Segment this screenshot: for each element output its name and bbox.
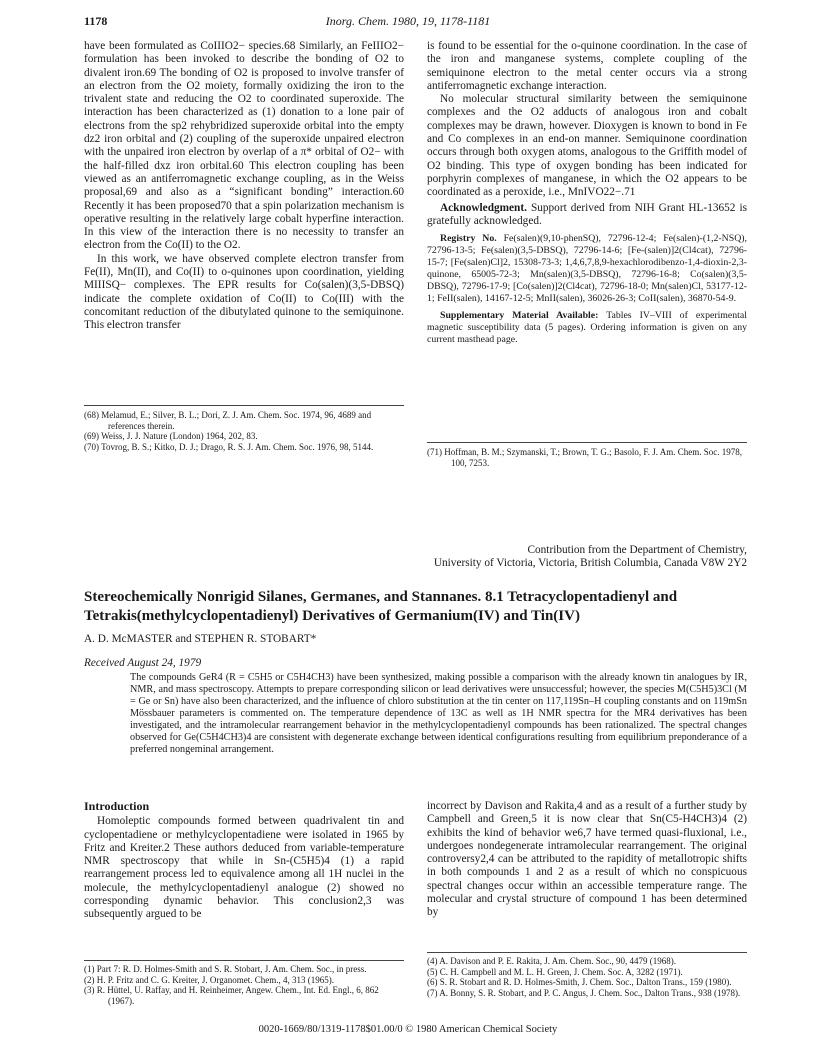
- footnote: (70) Tovrog, B. S.; Kitko, D. J.; Drago, R. S. J. Am. Chem. Soc. 1976, 98, 5144.: [84, 442, 374, 453]
- paragraph: is found to be essential for the o-quinone coordination. In the case of the iron and manganese systems, complete coupling of the semiquinone electron to the metal center occurs via a strong antiferromagnetic exchange interaction.: [427, 40, 747, 92]
- registry-numbers: [427, 233, 747, 305]
- footnote: (6) S. R. Stobart and R. D. Holmes-Smith, J. Chem. Soc., Dalton Trans., 159 (1980).: [427, 977, 732, 988]
- footnote: (5) C. H. Campbell and M. L. H. Green, J. Chem. Soc. A, 3282 (1971).: [427, 966, 683, 977]
- footnote-rule: [84, 405, 404, 406]
- footnote: (69) Weiss, J. J. Nature (London) 1964, 202, 83.: [84, 431, 258, 442]
- footnote: (4) A. Davison and P. E. Rakita, J. Am. Chem. Soc., 90, 4479 (1968).: [427, 956, 676, 966]
- received-date: Received August 24, 1979: [84, 657, 202, 669]
- footnotes-bottom-left: [84, 964, 404, 1007]
- footnote-rule: [427, 952, 747, 953]
- footnote: (2) H. P. Fritz and C. G. Kreiter, J. Organomet. Chem., 4, 313 (1965).: [84, 974, 334, 985]
- supplementary-text: Tables IV–VIII of experimental magnetic susceptibility data (5 pages). Ordering information is given on any current masthead page.: [427, 310, 747, 346]
- registry-text: Fe(salen)(9,10-phenSQ), 72796-12-4; Fe(salen)-(1,2-NSQ), 72796-13-5; Fe(salen)(3,5-DBSQ), 72796-14-6; [Fe-(salen)]2(Cl4cat), 72796-15-7; [Fe(salen)Cl]2, 15308-73-3; 1,4,6,7,8,9-hexachlorodibenzo-1,4-dioxin-2,3-quinone, 65005-72-3; Mn(salen)(3,5-DBSQ), 72796-16-8; Co(salen)(3,5-DBSQ), 72796-17-9; [Co(salen)]2(Cl4cat), 72796-18-0; Mn(salen)Cl, 53177-12-1; FeII(salen), 14167-12-5; MnII(salen), 36026-26-3; CoII(salen), 36870-54-9.: [427, 233, 747, 305]
- contribution-line: Contribution from the Department of Chemistry,: [527, 544, 747, 556]
- supplementary-material: [427, 310, 747, 346]
- footnote: (68) Melamud, E.; Silver, B. L.; Dori, Z. J. Am. Chem. Soc. 1974, 96, 4689 and references therein.: [84, 410, 372, 431]
- paragraph: No molecular structural similarity between the semiquinone complexes and the O2 adducts of analogous iron and cobalt complexes may be drawn, however. Dioxygen is known to bond in Fe and Co complexes in an end-on manner. Semiquinone coordination occurs through both oxygen atoms, analogous to the Griffith model of O2 binding. This type of oxygen bonding has been indicated for porphyrin complexes of manganese, in which the O2 appears to be coordinated as a peroxide, i.e., MnIVO22−.71: [427, 93, 747, 199]
- footnote: (3) R. Hüttel, U. Raffay, and H. Reinheimer, Angew. Chem., Int. Ed. Engl., 6, 862 (1967).: [84, 985, 379, 1007]
- footnotes-bottom-right: [427, 956, 747, 999]
- paragraph: Homoleptic compounds formed between quadrivalent tin and cyclopentadiene or methylcyclopentadiene were isolated in 1965 by Fritz and Kreiter.2 These authors deduced from variable-temperature NMR spectroscopy that while in Sn-(C5H5)4 (1) a rapid rearrangement process led to equivalence among all 1H nuclei in the molecule, the methylcyclopentadienyl analogue (2) showed no corresponding dynamic behavior. This conclusion2,3 was subsequently argued to be: [84, 815, 404, 921]
- footnotes-top-left: [84, 410, 404, 453]
- paragraph: incorrect by Davison and Rakita,4 and as a result of a further study by Campbell and Green,5 it is now clear that Sn(C5-H4CH3)4 (2) exhibits the kind of behavior we6,7 have termed quasi-fluxional, i.e., undergoes nondegenerate intramolecular rearrangement. The original controversy2,4 can be attributed to the rapidity of metallotropic shifts in both compounds 1 and 2 as a result of which no conspicuous spectral changes occur within an accessible temperature range. The molecular and crystal structure of compound 1 has been determined by: [427, 800, 747, 919]
- article-title: Stereochemically Nonrigid Silanes, Germanes, and Stannanes. 8.1 Tetracyclopentadienyl and Tetrakis(methylcyclopentadienyl) Derivatives of Germanium(IV) and Tin(IV): [84, 589, 678, 624]
- abstract: The compounds GeR4 (R = C5H5 or C5H4CH3) have been synthesized, making possible a comparison with the already known tin analogues by IR, NMR, and mass spectroscopy. Attempts to prepare corresponding silicon or lead derivatives were unsuccessful; however, the species M(C5H5)3Cl (M = Ge or Sn) have also been characterized, and the influence of chloro substitution at the tin center on 117,119Sn–H coupling constants and on 119mSn Mössbauer parameters is commented on. The temperature dependence of 13C as well as 1H NMR spectra for the MR4 derivatives has been investigated, and the intramolecular rearrangement behavior in the methylcyclopentadienyl compounds has been rationalized. The spectral changes observed for Ge(C5H4CH3)4 are consistent with degenerate exchange between identical configurations resulting from equilibrium preponderance of a preferred nongeminal arrangement.: [130, 672, 747, 755]
- top-right-column: [427, 40, 747, 346]
- journal-header: Inorg. Chem. 1980, 19, 1178-1181: [325, 14, 491, 28]
- copyright-footer: 0020-1669/80/1319-1178$01.00/0 © 1980 American Chemical Society: [258, 1024, 558, 1035]
- footnote: (7) A. Bonny, S. R. Stobart, and P. C. Angus, J. Chem. Soc., Dalton Trans., 938 (1978).: [427, 988, 741, 999]
- contribution-line: University of Victoria, Victoria, British Columbia, Canada V8W 2Y2: [433, 557, 747, 570]
- acknowledgment-label: Acknowledgment.: [440, 201, 527, 214]
- footnotes-top-right: [427, 447, 747, 468]
- intro-left-column: [84, 800, 404, 922]
- registry-label: Registry No.: [440, 233, 497, 245]
- acknowledgment: [427, 202, 747, 229]
- top-left-column: [84, 40, 404, 333]
- footnote: (71) Hoffman, B. M.; Szymanski, T.; Brown, T. G.; Basolo, F. J. Am. Chem. Soc. 1978, 100, 7253.: [427, 447, 742, 468]
- article-authors: A. D. McMASTER and STEPHEN R. STOBART*: [84, 633, 317, 645]
- introduction-heading: Introduction: [84, 799, 150, 813]
- footnote-rule: [427, 442, 747, 443]
- acknowledgment-text: Support derived from NIH Grant HL-13652 is gratefully acknowledged.: [427, 201, 747, 227]
- page-number: 1178: [84, 14, 108, 28]
- paragraph: have been formulated as CoIIIO2− species.68 Similarly, an FeIIIO2− formulation has been invoked to describe the bonding of O2 to divalent iron.69 The bonding of O2 is proposed to involve transfer of an electron from the O2 moiety, formally oxidizing the iron to the trivalent state and reducing the O2 to coordinated superoxide. The interaction has been characterized as (1) donation to a lone pair of electrons from the sp2 rehybridized superoxide orbital into the empty dz2 iron orbital and (2) coupling of the superoxide unpaired electron with the unpaired iron electron by overlap of a π* orbital of O2− with the half-filled dxz iron orbital.60 This electron coupling has been viewed as an antiferromagnetic exchange coupling, as in the Weiss proposal,69 and also as a “significant bonding” interaction.60 Recently it has been proposed70 that a spin polarization mechanism is operative resulting in the relatively large cobalt hyperfine interaction. In this view of the interaction there is no necessity to transfer an electron from the Co(II) to the O2.: [84, 40, 404, 252]
- footnote: (1) Part 7: R. D. Holmes-Smith and S. R. Stobart, J. Am. Chem. Soc., in press.: [84, 964, 367, 974]
- footnote-rule: [84, 960, 404, 961]
- paragraph: In this work, we have observed complete electron transfer from Fe(II), Mn(II), and Co(II) to o-quinones upon coordination, yielding MIIISQ− complexes. The EPR results for Co(salen)(3,5-DBSQ) indicate the complete oxidation of Co(II) to Co(III) with the concomitant reduction of the dibutylated quinone to the semiquinone. This electron transfer: [84, 252, 404, 332]
- intro-right-column: [427, 800, 747, 920]
- contribution-affiliation: [434, 544, 747, 571]
- supplementary-label: Supplementary Material Available:: [440, 310, 599, 322]
